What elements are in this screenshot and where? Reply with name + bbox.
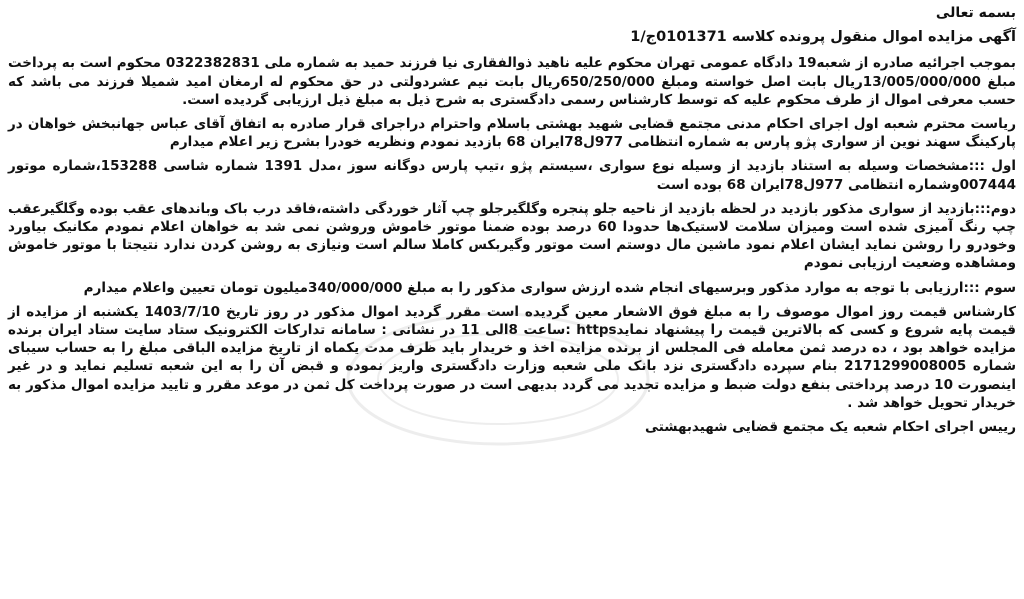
notice-document [8,4,1016,595]
paragraph-first-specs: اول :::مشخصات وسیله به استناد بازدید از وسیله نوع سواری ،سیستم پژو ،تیپ پارس دوگانه سوز ،مدل 1391 شماره شاسی 153288،شماره موتور 007444وشماره انتظامی 977ل78ایران 68 بوده است [8,158,1017,193]
paragraph-auction-terms: کارشناس قیمت روز اموال موصوف را به مبلغ فوق الاشعار معین گردیده است مقرر گردید اموال مذکور در روز تاریخ 1403/7/10 یکشنبه از مزایده از قیمت پایه شروع و کسی که بالاترین قیمت را پیشنهاد نمایدhttps :ساعت 8الی 11 در نشانی : سامانه تدارکات الکترونیک ستاد سایت ستاد ایران برنده مزایده خواهد بود ، ده درصد ثمن معامله فی المجلس از برنده مزایده اخذ و خریدار باید ظرف مدت یکماه از تاریخ مزایده الباقی مبلغ را به حساب سیبای شماره 2171299008005 بنام سپرده دادگستری نزد بانک ملی شعبه وزارت دادگستری واریز نموده و قبض آن را به این شعبه تسلیم نماید و در غیر اینصورت 10 درصد پرداختی بنفع دولت ضبط و مزایده تجدید می گردد بدیهی است در صورت پرداخت کل ثمن در موعد مقرر و تایید مزایده اموال مذکور به خریدار تحویل خواهد شد . [8,303,1016,411]
signature-line: رییس اجرای احکام شعبه یک مجتمع قضایی شهیدبهشتی [645,419,1016,436]
paragraph-expert-report: ریاست محترم شعبه اول اجرای احکام مدنی مجتمع قضایی شهید بهشتی باسلام واحترام دراجرای قرار صادره به اتفاق آقای عباس جهانبخش خواهان در پارکینگ سهند نوین از سواری پژو پارس به شماره انتظامی 977ل78ایران 68 بازدید نمودم ونظریه خودرا بشرح زیر اعلام میدارم [8,116,1016,151]
document-heading: بسمه تعالی [935,5,1016,21]
document-title: آگهی مزایده اموال منقول پرونده کلاسه 0101371ج/1 [630,29,1016,46]
paragraph-third-valuation: سوم :::ارزیابی با توجه به موارد مذکور وبرسیهای انجام شده ارزش سواری مذکور را به مبلغ 340/000/000میلیون تومان تعیین واعلام میدارم [83,279,1016,296]
paragraph-intro: بموجب اجرائیه صادره از شعبه19 دادگاه عمومی تهران محکوم علیه ناهید ذوالفقاری نیا فرزند حمید به شماره ملی 0322382831 محکوم است به پرداخت مبلغ 13/005/000/000ریال بابت اصل خواسته ومبلغ 650/250/000ریال بابت نیم عشردولتی در حق محکوم له ارمغان امید شمیلا فرزند می باشد که حسب معرفی اموال از طرف محکوم علیه که توسط کارشناس رسمی دادگستری به شرح ذیل به مبلغ ذیل ارزیابی گردیده است. [8,55,1017,108]
paragraph-second-inspection: دوم:::بازدید از سواری مذکور بازدید در لحظه بازدید از ناحیه جلو پنجره وگلگیرجلو چپ آثار خوردگی داشته،فاقد درب باک وباندهای عقب بوده وگلگیرعقب چپ رنگ آمیزی شده است ومیزان سلامت لاستیک‌ها حدودا 60 درصد بوده ضمنا موتور خاموش وروشن نمی شد به خواهان اعلام نمودم مکانیک بیاورد وخودرو را روشن نماید ایشان اعلام نمود ماشین مال دوستم است موتور وگیربکس کاملا سالم است ونیازی به روشن کردن ندارد نتیجتا با موتور خاموش ومشاهده وضعیت ارزیابی نمودم [8,200,1016,272]
